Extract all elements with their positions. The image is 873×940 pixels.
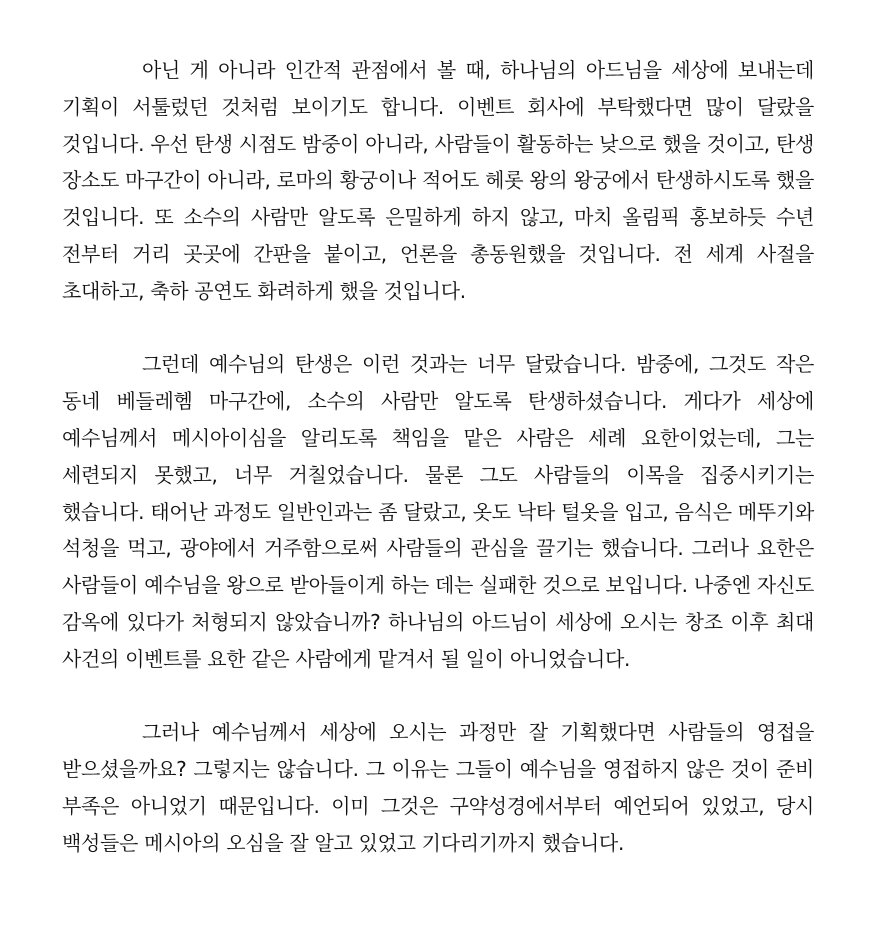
- paragraph: 그러나 예수님께서 세상에 오시는 과정만 잘 기획했다면 사람들의 영접을 받으셨을까요? 그렇지는 않습니다. 그 이유는 그들이 예수님을 영접하지 않은 것이 준비 부족은 아니었기 때문입니다. 이미 그것은 구약성경에서부터 예언되어 있었고, 당시 백성들은 메시아의 오심을 잘 알고 있었고 기다리기까지 했습니다.: [62, 720, 814, 855]
- document-body: [62, 52, 814, 862]
- paragraph: 아닌 게 아니라 인간적 관점에서 볼 때, 하나님의 아드님을 세상에 보내는데 기획이 서툴렀던 것처럼 보이기도 합니다. 이벤트 회사에 부탁했다면 많이 달랐을 것입니다. 우선 탄생 시점도 밤중이 아니라, 사람들이 활동하는 낮으로 했을 것이고, 탄생 장소도 마구간이 아니라, 로마의 황궁이나 적어도 헤롯 왕의 왕궁에서 탄생하시도록 했을 것입니다. 또 소수의 사람만 알도록 은밀하게 하지 않고, 마치 올림픽 홍보하듯 수년 전부터 거리 곳곳에 간판을 붙이고, 언론을 총동원했을 것입니다. 전 세계 사절을 초대하고, 축하 공연도 화려하게 했을 것입니다.: [62, 58, 814, 303]
- paragraph: 그런데 예수님의 탄생은 이런 것과는 너무 달랐습니다. 밤중에, 그것도 작은 동네 베들레헴 마구간에, 소수의 사람만 알도록 탄생하셨습니다. 게다가 세상에 예수님께서 메시아이심을 알리도록 책임을 맡은 사람은 세례 요한이었는데, 그는 세련되지 못했고, 너무 거칠었습니다. 물론 그도 사람들의 이목을 집중시키기는 했습니다. 태어난 과정도 일반인과는 좀 달랐고, 옷도 낙타 털옷을 입고, 음식은 메뚜기와 석청을 먹고, 광야에서 거주함으로써 사람들의 관심을 끌기는 했습니다. 그러나 요한은 사람들이 예수님을 왕으로 받아들이게 하는 데는 실패한 것으로 보입니다. 나중엔 자신도 감옥에 있다가 처형되지 않았습니까? 하나님의 아드님이 세상에 오시는 창조 이후 최대 사건의 이벤트를 요한 같은 사람에게 맡겨서 될 일이 아니었습니다.: [62, 352, 814, 671]
